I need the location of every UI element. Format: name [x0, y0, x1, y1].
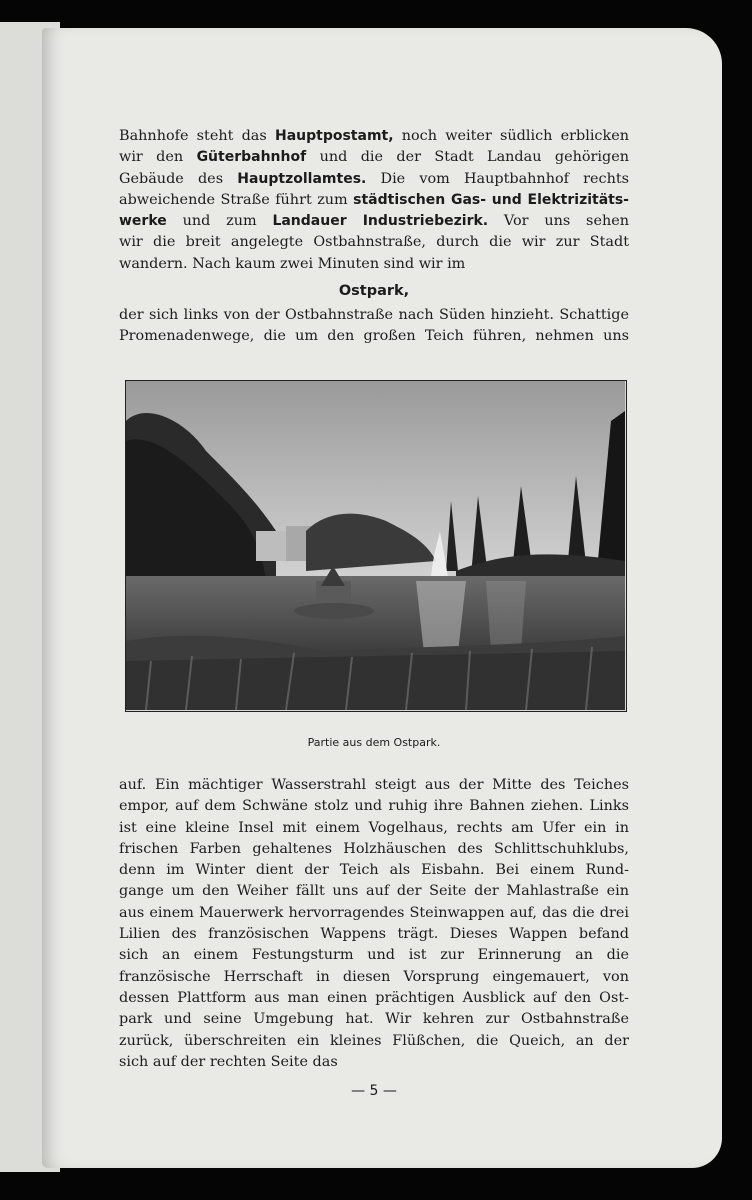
text-line: aus einem Mauerwerk hervorragendes Steinwappen auf, das die drei: [119, 904, 629, 921]
text-line: auf. Ein mächtiger Wasserstrahl steigt aus der Mitte des Teiches: [119, 777, 629, 793]
photo-caption: Partie aus dem Ostpark.: [307, 736, 441, 749]
page-number: — 5 —: [351, 1083, 397, 1099]
text-line: denn im Winter dient der Teich als Eisbahn. Bei einem Rund-: [119, 862, 629, 879]
text-line: Lilien des französischen Wappens trägt. Dieses Wappen befand: [119, 926, 629, 943]
text-line: der sich links von der Ostbahnstraße nach Süden hinzieht. Schattige: [119, 307, 629, 324]
text-line: dessen Plattform aus man einen prächtigen Ausblick auf den Ost-: [119, 989, 629, 1006]
top-paragraph: [119, 126, 629, 348]
text-line: park und seine Umgebung hat. Wir kehren zur Ostbahnstraße: [119, 1011, 629, 1028]
text-line: sich an einem Festungsturm und ist zur Erinnerung an die: [119, 947, 629, 964]
text-line: sich auf der rechten Seite das: [119, 1053, 338, 1070]
text-line: abweichende Straße führt zum städtischen Gas- und Elektrizitäts-: [119, 191, 629, 208]
text-line: ist eine kleine Insel mit einem Vogelhaus, rechts am Ufer ein in: [119, 819, 629, 836]
text-line: Bahnhofe steht das Hauptpostamt, noch weiter südlich erblicken: [119, 128, 629, 144]
text-line: werke und zum Landauer Industriebezirk. Vor uns sehen: [119, 213, 630, 230]
text-line: wandern. Nach kaum zwei Minuten sind wir im: [119, 255, 466, 272]
text-line: frischen Farben gehaltenes Holzhäuschen des Schlittschuhklubs,: [119, 840, 629, 857]
text-line: wir die breit angelegte Ostbahnstraße, durch die wir zur Stadt: [119, 234, 629, 251]
text-line: französische Herrschaft in diesen Vorsprung eingemauert, von: [119, 968, 629, 985]
section-heading: Ostpark,: [338, 283, 410, 300]
bottom-paragraph: [119, 775, 629, 1073]
ostpark-photo: [125, 380, 627, 712]
text-line: Gebäude des Hauptzollamtes. Die vom Hauptbahnhof rechts: [119, 170, 630, 187]
text-line: empor, auf dem Schwäne stolz und ruhig ihre Bahnen ziehen. Links: [119, 798, 629, 815]
text-line: zurück, überschreiten ein kleines Flüßchen, die Queich, an der: [119, 1032, 629, 1049]
text-line: gange um den Weiher fällt uns auf der Seite der Mahlastraße ein: [119, 883, 629, 900]
text-line: wir den Güterbahnhof und die der Stadt Landau gehörigen: [119, 149, 629, 166]
text-line: Promenadenwege, die um den großen Teich führen, nehmen uns: [119, 328, 629, 345]
